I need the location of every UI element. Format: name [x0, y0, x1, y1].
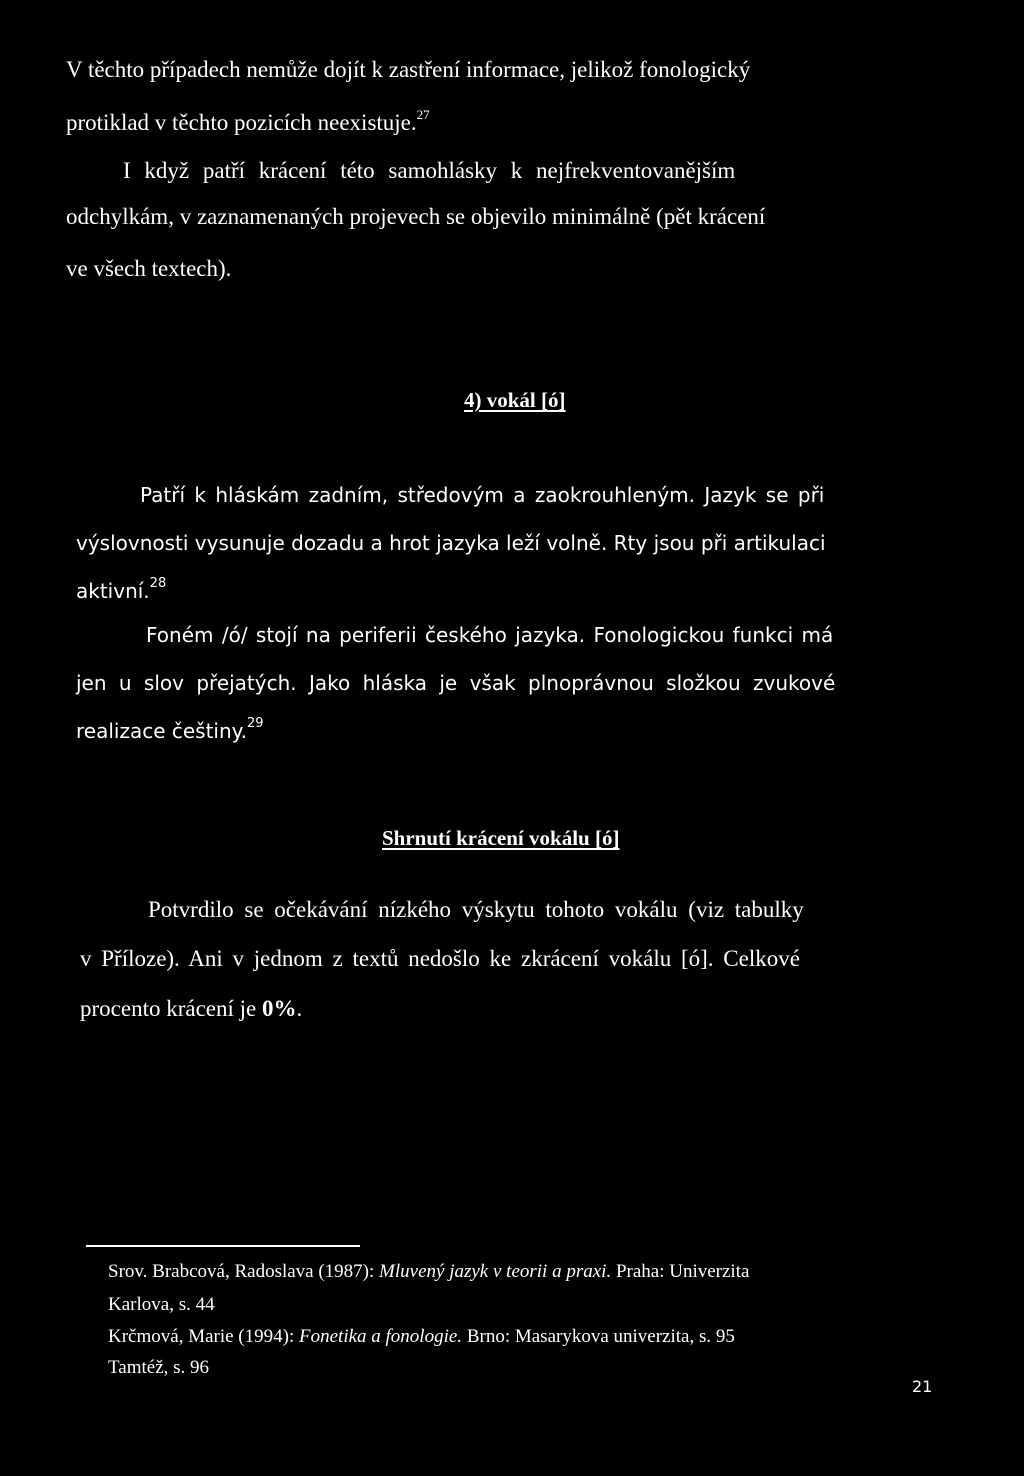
summary-line-3-end: .	[296, 996, 303, 1021]
footnote-28-title: Fonetika a fonologie.	[299, 1326, 463, 1347]
summary-line-3-text: procento krácení je	[80, 996, 262, 1021]
section-o-p1-line-1: Patří k hláskám zadním, středovým a zaokrouhleným. Jazyk se při	[140, 483, 825, 507]
paragraph-2-line-1: I když patří krácení této samohlásky k nejfrekventovanějším	[123, 158, 736, 183]
section-o-p2-line-3	[76, 716, 264, 746]
summary-heading: Shrnutí krácení vokálu [ó]	[382, 826, 620, 850]
summary-line-3	[80, 994, 302, 1024]
footnote-27-title: Mluvený jazyk v teorii a praxi.	[379, 1261, 612, 1282]
page-number: 21	[912, 1377, 933, 1396]
summary-line-1: Potvrdilo se očekávání nízkého výskytu tohoto vokálu (viz tabulky	[148, 897, 804, 922]
footnote-27-line-2: Karlova, s. 44	[108, 1294, 215, 1315]
footnote-27-prefix: Srov. Brabcová, Radoslava (1987):	[108, 1261, 380, 1282]
section-o-p2-line-2: jen u slov přejatých. Jako hláska je však plnoprávnou složkou zvukové	[76, 671, 836, 695]
footnote-28-prefix: Krčmová, Marie (1994):	[108, 1326, 299, 1347]
summary-line-2: v Příloze). Ani v jednom z textů nedošlo ke zkrácení vokálu [ó]. Celkové	[80, 946, 800, 971]
paragraph-1-line-1: V těchto případech nemůže dojít k zastření informace, jelikož fonologický	[66, 57, 751, 82]
footnote-28	[108, 1324, 735, 1350]
section-o-p1-line-3	[76, 576, 166, 606]
footnote-27-publisher: Praha: Univerzita	[611, 1261, 750, 1282]
paragraph-1-line-2-text: protiklad v těchto pozicích neexistuje.	[66, 110, 417, 135]
footnote-ref-29: 29	[247, 716, 264, 731]
section-o-p2-line-3-text: realizace češtiny.	[76, 719, 248, 743]
section-o-p1-line-3-text: aktivní.	[76, 579, 150, 603]
paragraph-2-line-3: ve všech textech).	[66, 256, 232, 281]
footnote-ref-28: 28	[149, 576, 167, 591]
section-o-p1-line-2: výslovnosti vysunuje dozadu a hrot jazyka leží volně. Rty jsou při artikulaci	[76, 531, 826, 555]
section-o-p2-line-1: Foném /ó/ stojí na periferii českého jazyka. Fonologickou funkci má	[146, 623, 834, 647]
section-heading-vokal-o: 4) vokál [ó]	[464, 388, 566, 412]
footnote-separator	[86, 1245, 360, 1247]
paragraph-1-line-2	[66, 108, 430, 138]
footnote-27-line-1	[108, 1259, 749, 1285]
summary-percentage: 0%	[262, 996, 297, 1021]
footnote-29: Tamtéž, s. 96	[108, 1357, 210, 1378]
footnote-ref-27: 27	[416, 107, 430, 122]
footnote-28-publisher: Brno: Masarykova univerzita, s. 95	[462, 1326, 735, 1347]
paragraph-2-line-2: odchylkám, v zaznamenaných projevech se objevilo minimálně (pět krácení	[66, 204, 766, 229]
